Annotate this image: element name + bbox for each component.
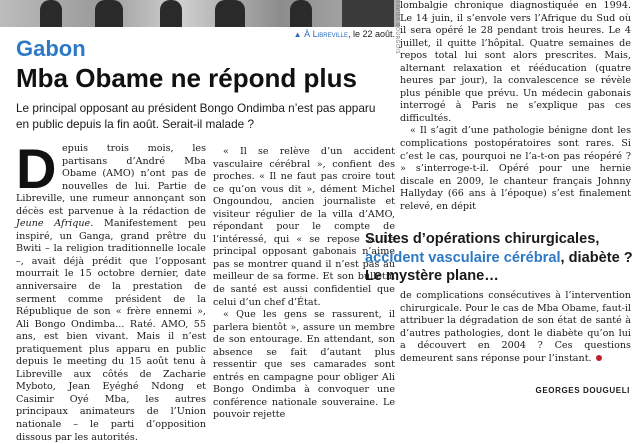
drop-cap: D — [16, 137, 57, 200]
caption-place: À Libreville — [304, 29, 348, 39]
pull-quote — [365, 230, 633, 286]
column-1 — [16, 137, 206, 444]
dropcap-space — [16, 137, 62, 200]
col1-lead: epuis trois mois, les partisans d’André Mba Obame (AMO) n’ont pas de nouvelles de lui. Partie de Libreville, une rumeur annonçant son décès est parvenue à la rédaction de — [16, 143, 206, 217]
pullquote-line-2: , diabète ? Le mystère plane… — [365, 249, 633, 284]
pullquote-highlight: accident vasculaire cérébral — [365, 249, 561, 266]
col2-paragraph-2: « Que les gens se rassurent, il parlera bientôt », assure un membre de son entourage. En attendant, son absence se fait d’autant plus ressentir que ses camarades sont entrés en campagne pour obliger Ali Bongo Ondimba à convoquer une conférence nationale souveraine. Le pouvoir rejette — [213, 309, 395, 421]
col1-paragraph — [16, 137, 206, 444]
article-photo — [0, 0, 400, 27]
deck: Le principal opposant au président Bongo Ondimba n’est pas apparu en public depuis la fin août. Serait-il malade ? — [16, 101, 376, 131]
column-3 — [400, 0, 631, 213]
col1-rest: . Manifestement peu inspiré, un Ganga, grand prêtre du Bwiti – la religion traditionnelle locale –, avait déjà prédit que l’opposant mourrait le 15 octobre dernier, date anniversaire de la prestation de serment comme président de la République de son « frère ennemi », Ali Bongo Ondimba... Raté. AMO, 55 ans, est bien vivant. Mais il n’est pratiquement plus apparu en public depuis le meeting du 15 août tenu à Libreville aux côtés de Zacharie Myboto, Jean Eyéghé Ndong et Casimir Oyé Mba, les autres principaux animateurs de l’Union nationale – le parti d’opposition dissous par les autorités. — [16, 218, 206, 443]
col3-paragraph-1: lombalgie chronique diagnostiquée en 1994. Le 14 juin, il s’envole vers l’Afrique du Sud où il sera opéré le 28 pendant trois heures. Le 4 juillet, il quitte l’hôpital. Quatre semaines de repos total lui sont alors prescrites. Mais, alternant relaxation et rééducation (quatre heures par jour), la convalescence se révèle plus pénible que prévu. Un médecin gabonais interrogé à Paris ne s’explique pas ces difficultés. — [400, 0, 631, 124]
col3-paragraph-2: « Il s’agit d’une pathologie bénigne dont les complications postopératoires sont rares. Si c’est le cas, pourquoi ne l’a-t-on pas réopéré ? » s’interroge-t-il. Opéré pour une hernie discale en 2009, le chanteur français Johnny Hallyday (66 ans à l’époque) s’est finalement relevé, en dépit — [400, 125, 631, 212]
photo-dark-figure — [342, 0, 394, 27]
section-kicker: Gabon — [16, 36, 86, 61]
col3-paragraph-3 — [400, 290, 631, 365]
publication-name: Jeune Afrique — [16, 218, 91, 230]
caption-date: , le 22 août. — [347, 29, 395, 39]
headline: Mba Obame ne répond plus — [16, 63, 357, 93]
end-mark-icon — [596, 355, 602, 361]
pullquote-line-1: Suites d’opérations chirurgicales, — [365, 231, 600, 247]
photo-credit: XAVIER BOURGOIS — [394, 0, 400, 55]
caption-triangle-icon: ▲ — [293, 30, 302, 39]
col2-paragraph-1: « Il se relève d’un accident vasculaire cérébral », confient des proches. « Il ne faut pas croire tout ce qu’on vous dit », dément Michel Ongoundou, ancien journaliste et visiteur régulier de la villa d’AMO, répondant pour le compte de l’intéressé, qui « se repose ». Le principal opposant gabonais n’aime pas se montrer quand il n’est pas au meilleur de sa forme. Et son bulletin de santé est aussi confidentiel que celui d’un chef d’État. — [213, 146, 395, 308]
photo-caption — [270, 29, 395, 39]
col3-paragraph-3-text: de complications consécutives à l’intervention chirurgicale. Pour le cas de Mba Obame, faut-il attribuer la dégradation de son état de santé à d’autres pathologies, dont le diabète qu’on lui a découvert en 2004 ? Ces questions demeurent sans réponse pour l’instant. — [400, 290, 631, 364]
column-3-continued — [400, 290, 631, 365]
byline: GEORGES DOUGUELI — [535, 386, 630, 395]
